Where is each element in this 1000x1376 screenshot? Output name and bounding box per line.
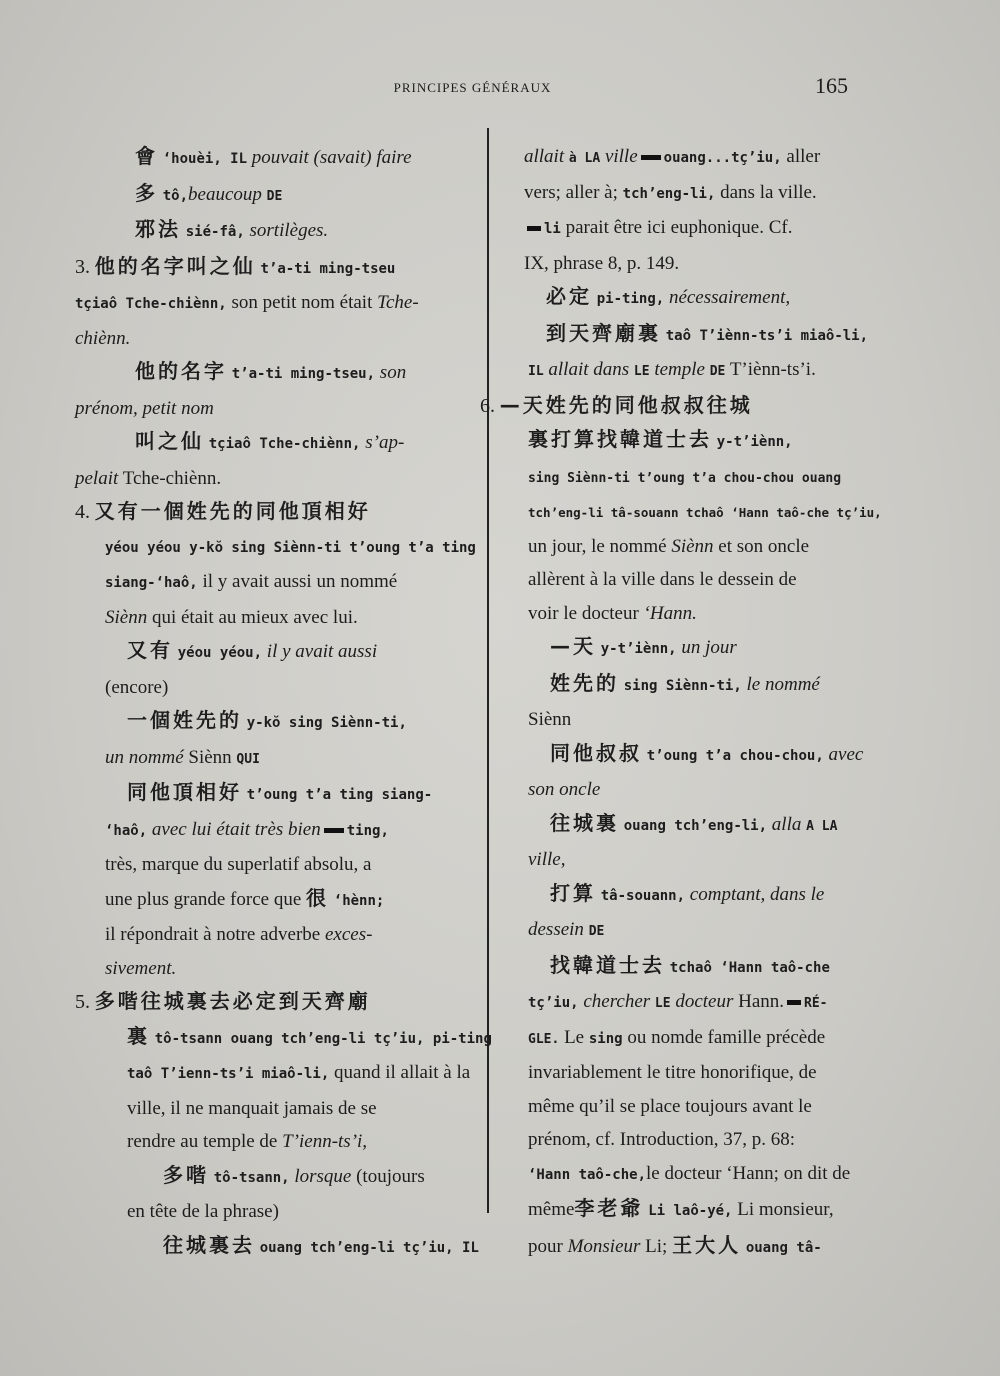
romanization: tch’eng-li,: [622, 185, 716, 202]
chinese-text: 裏打算找韓道士去: [528, 427, 712, 451]
romanization: ‘Hann taô-che,: [528, 1166, 647, 1183]
romanization: t’a-ti ming-tseu: [260, 260, 396, 277]
small-caps: à LA: [568, 151, 601, 166]
text-line: [75, 848, 475, 882]
romanization: ouang...tç’iu,: [663, 150, 782, 166]
romanization: ‘hènn;: [333, 892, 385, 909]
text-line: [75, 1229, 479, 1266]
chinese-text: 叫之仙: [135, 429, 204, 453]
translation: et son oncle: [718, 535, 810, 557]
gloss: Siènn: [671, 535, 714, 557]
romanization: y-kŏ sing Siènn-ti,: [246, 715, 407, 731]
romanization: siang-‘haô,: [105, 575, 198, 591]
gloss: son oncle: [528, 779, 601, 800]
translation: prénom, cf. Introduction, 37, p. 68:: [528, 1129, 796, 1150]
text-line: [506, 1021, 874, 1057]
romanization: y-t’iènn,: [716, 434, 793, 450]
chinese-text: 往城裏去: [163, 1232, 255, 1257]
romanization: sié-fâ,: [185, 224, 245, 240]
small-caps: A LA: [806, 818, 838, 834]
text-line: [506, 807, 874, 844]
translation: quand il allait à la: [334, 1062, 471, 1083]
chinese-text: 多: [135, 180, 158, 205]
text-line: [506, 1192, 874, 1229]
text-line: [75, 741, 475, 777]
gloss: docteur: [675, 991, 734, 1012]
text-line: [506, 1157, 874, 1193]
chinese-text: —天: [550, 634, 596, 658]
text-line: [75, 671, 475, 705]
romanization: tô-tsann,: [213, 1169, 290, 1186]
translation: dans la ville.: [720, 181, 817, 203]
chinese-text: 到天齊廟裏: [546, 320, 661, 345]
chinese-text: 會: [135, 144, 158, 168]
text-line: [75, 1092, 475, 1126]
romanization: ‘houèi, IL: [162, 151, 248, 167]
small-caps: DE: [266, 188, 283, 204]
chinese-text: —天姓先的同他叔叔往城: [499, 392, 753, 417]
translation: aller: [786, 146, 821, 167]
chinese-text: 必定: [546, 284, 592, 308]
text-line: [506, 530, 874, 564]
page-number: 165: [815, 73, 848, 98]
translation: Li monsieur,: [737, 1199, 834, 1220]
gloss: chercher: [583, 991, 651, 1012]
romanization: li: [544, 221, 561, 237]
separator-dash: [787, 1000, 801, 1005]
text-line: [506, 317, 874, 354]
romanization: ting,: [346, 822, 389, 839]
separator-dash: [641, 155, 661, 160]
romanization: tch’eng-li tâ-souann tchaô ‘Hann taô-che tç’iu,: [528, 505, 882, 520]
chinese-text: 王大人: [672, 1232, 742, 1257]
right-column: [480, 140, 882, 1265]
text-line: [75, 776, 475, 813]
romanization: ‘haô,: [105, 822, 148, 839]
chinese-text: 他的名字叫之仙: [94, 253, 256, 278]
gloss: comptant, dans le: [689, 883, 825, 905]
text-line: [75, 177, 475, 214]
translation: qui était au mieux avec lui.: [151, 606, 358, 628]
text-line: [506, 280, 874, 317]
gloss: nécessairement,: [668, 287, 791, 308]
gloss: un jour: [681, 637, 737, 658]
gloss: allait dans: [548, 359, 630, 380]
translation: (toujours: [356, 1165, 425, 1187]
text-line: [506, 843, 874, 877]
text-line: [75, 918, 475, 952]
chinese-text: 往城裏: [550, 810, 619, 835]
text-line: [75, 1056, 475, 1092]
translation: rendre au temple de: [127, 1131, 278, 1152]
gloss: sortilèges.: [249, 220, 329, 241]
translation: une plus grande force que: [105, 888, 302, 910]
gloss: avec: [828, 743, 864, 765]
text-line: [75, 355, 475, 392]
translation: voir le docteur: [528, 602, 639, 624]
romanization: t’oung t’a ting siang-: [246, 787, 433, 803]
chinese-text: 又有一個姓先的同他頂相好: [94, 499, 371, 523]
translation: T’iènn-ts’i.: [729, 359, 816, 380]
text-line: [506, 1229, 874, 1266]
text-line: [506, 460, 874, 496]
small-caps: QUI: [236, 751, 260, 767]
translation: il y avait aussi un nommé: [202, 571, 398, 592]
translation: vers; aller à;: [524, 181, 618, 203]
translation: il répondrait à notre adverbe: [105, 924, 321, 945]
text-line: [75, 1159, 475, 1196]
text-line: [75, 601, 475, 635]
text-line: [506, 737, 874, 774]
text-line: [506, 597, 874, 631]
romanization: tçiaô Tche-chiènn,: [208, 436, 361, 452]
text-line: [506, 667, 874, 704]
text-line: [506, 247, 874, 281]
gloss: alla: [771, 813, 802, 835]
chinese-text: 多喈: [163, 1162, 209, 1187]
text-line: [75, 1125, 475, 1159]
text-line: [506, 773, 874, 807]
text-line: [506, 176, 874, 212]
chinese-text: 同他叔叔: [550, 740, 642, 765]
gloss: exces-: [324, 924, 373, 945]
text-line: [75, 813, 475, 849]
chinese-text: 他的名字: [135, 359, 227, 383]
romanization: t’oung t’a chou-chou,: [646, 747, 824, 764]
gloss: le nommé: [746, 673, 820, 695]
text-line: [75, 634, 475, 671]
text-line: [75, 952, 475, 986]
chinese-text: 同他頂相好: [127, 780, 242, 804]
translation: Li;: [645, 1235, 668, 1257]
text-line: [75, 1195, 475, 1229]
romanization: yéou yéou,: [177, 645, 263, 661]
romanization: ouang tch’eng-li,: [623, 817, 768, 834]
romanization: sing: [588, 1030, 623, 1047]
text-line: [506, 949, 874, 986]
translation: Siènn: [188, 746, 232, 768]
text-line: [75, 704, 475, 741]
separator-dash: [324, 828, 344, 833]
translation: Hann.: [738, 991, 785, 1012]
romanization: Li laô-yé,: [648, 1203, 733, 1219]
translation: son petit nom était: [231, 292, 373, 313]
text-line: [506, 877, 874, 914]
romanization: ouang tch’eng-li tç’iu, IL: [259, 1239, 479, 1256]
paragraph-number: 6.: [480, 394, 495, 417]
translation: ou nomde famille précède: [627, 1026, 826, 1048]
text-line: [75, 213, 475, 250]
gloss: T’ienn-ts’i,: [282, 1131, 368, 1152]
chinese-text: 找韓道士去: [550, 952, 665, 977]
gloss: ville,: [528, 849, 566, 870]
running-header: PRINCIPES GÉNÉRAUX: [393, 80, 552, 95]
text-line: [75, 425, 475, 462]
gloss: ville: [604, 146, 638, 167]
gloss: il y avait aussi: [266, 641, 378, 662]
text-line: [506, 495, 882, 530]
translation: pour: [528, 1235, 563, 1257]
gloss: Siènn: [105, 606, 148, 628]
text-line: [75, 322, 475, 356]
translation: invariablement le titre honorifique, de: [528, 1062, 817, 1083]
paragraph-5-line: [75, 985, 475, 1020]
paragraph-3-line: [75, 250, 475, 287]
gloss: dessein: [528, 919, 584, 940]
text-line: [75, 1020, 492, 1057]
translation: allèrent à la ville dans le dessein de: [528, 569, 797, 590]
small-caps: LE: [654, 996, 671, 1011]
translation: parait être ici euphonique. Cf.: [565, 217, 793, 238]
romanization: tô-tsann ouang tch’eng-li tç’iu, pi-ting: [154, 1030, 492, 1047]
translation: Tche-chiènn.: [122, 467, 222, 489]
romanization: taô T’iènn-ts’i miaô-li,: [665, 327, 869, 344]
left-column: [75, 140, 492, 1265]
romanization: y-t’iènn,: [600, 641, 677, 657]
gloss: son: [379, 362, 407, 383]
gloss: Monsieur: [567, 1235, 641, 1257]
paragraph-6-line: [480, 389, 874, 424]
text-line: [75, 530, 475, 566]
chinese-text: 邪法: [135, 217, 181, 241]
romanization: t’a-ti ming-tseu,: [231, 366, 376, 382]
gloss: pouvait (savait) faire: [251, 147, 412, 168]
text-line: [506, 211, 874, 247]
gloss: prénom, petit nom: [75, 397, 214, 419]
gloss: Tche-: [377, 292, 419, 313]
chinese-text: 姓先的: [550, 670, 619, 695]
paragraph-4-line: [75, 495, 475, 530]
small-caps: DE: [709, 364, 726, 379]
small-caps: DE: [588, 924, 605, 939]
chinese-text: 一個姓先的: [127, 708, 242, 732]
text-line: [506, 1056, 874, 1090]
romanization: sing Siènn-ti,: [623, 677, 742, 694]
chinese-text: 很: [306, 885, 330, 910]
romanization: taô T’ienn-ts’i miaô-li,: [127, 1066, 330, 1082]
small-caps: IL: [528, 364, 544, 379]
romanization: sing Siènn-ti t’oung t’a chou-chou ouang: [528, 470, 842, 486]
text-line: [506, 563, 874, 597]
text-line: [506, 1123, 874, 1157]
text-line: [506, 140, 874, 176]
text-line: [506, 423, 874, 460]
text-line: [75, 882, 475, 919]
translation: en tête de la phrase): [127, 1201, 279, 1222]
gloss: sivement.: [105, 957, 177, 979]
text-line: [75, 140, 475, 177]
gloss: lorsque: [294, 1165, 352, 1187]
romanization: ouang tâ-: [745, 1239, 822, 1256]
chinese-text: 李老爺: [574, 1196, 644, 1220]
translation: Le: [564, 1026, 585, 1048]
translation: Siènn: [528, 709, 572, 730]
text-line: [75, 286, 475, 322]
text-line: [506, 1090, 874, 1124]
separator-dash: [527, 226, 541, 231]
chinese-text: 又有: [127, 638, 173, 662]
translation: IX, phrase 8, p. 149.: [524, 252, 680, 274]
romanization: tçiaô Tche-chiènn,: [75, 296, 227, 312]
translation: même: [528, 1199, 575, 1220]
gloss: temple: [654, 359, 705, 380]
romanization: tâ-souann,: [600, 887, 686, 904]
gloss: allait: [524, 146, 565, 167]
chinese-text: 多喈往城裏去必定到天齊廟: [94, 989, 371, 1013]
gloss: avec lui était très bien: [151, 818, 321, 840]
text-line: [506, 913, 874, 949]
translation: (encore): [105, 676, 169, 698]
romanization: tç’iu,: [528, 995, 579, 1011]
gloss: beaucoup: [188, 183, 262, 205]
translation: très, marque du superlatif absolu, a: [105, 854, 372, 875]
gloss: pelait: [75, 467, 119, 489]
translation: un jour, le nommé: [528, 535, 667, 557]
text-line: [506, 353, 874, 389]
text-line: [506, 985, 874, 1021]
small-caps: GLE.: [528, 1031, 560, 1047]
text-line: [75, 462, 475, 496]
chinese-text: 打算: [550, 880, 596, 905]
text-line: [506, 630, 874, 667]
romanization: pi-ting,: [596, 291, 665, 307]
romanization: tchaô ‘Hann taô-che: [669, 959, 830, 976]
text-line: [506, 703, 874, 737]
romanization: tô,: [162, 187, 189, 204]
gloss: ‘Hann.: [643, 602, 697, 624]
gloss: chiènn.: [75, 327, 131, 349]
paragraph-number: 5.: [75, 991, 90, 1013]
chinese-text: 裏: [127, 1023, 150, 1048]
translation: même qu’il se place toujours avant le: [528, 1095, 812, 1117]
paragraph-number: 3.: [75, 255, 90, 278]
small-caps: RÉ-: [804, 996, 828, 1011]
text-line: [75, 565, 475, 601]
gloss: s’ap-: [365, 432, 405, 453]
translation: le docteur ‘Hann; on dit de: [646, 1162, 851, 1184]
paragraph-number: 4.: [75, 501, 90, 523]
text-line: [75, 392, 475, 426]
translation: ville, il ne manquait jamais de se: [127, 1097, 377, 1119]
romanization: yéou yéou y-kŏ sing Siènn-ti t’oung t’a ting: [105, 539, 476, 556]
gloss: un nommé: [105, 746, 184, 768]
small-caps: LE: [633, 364, 650, 379]
